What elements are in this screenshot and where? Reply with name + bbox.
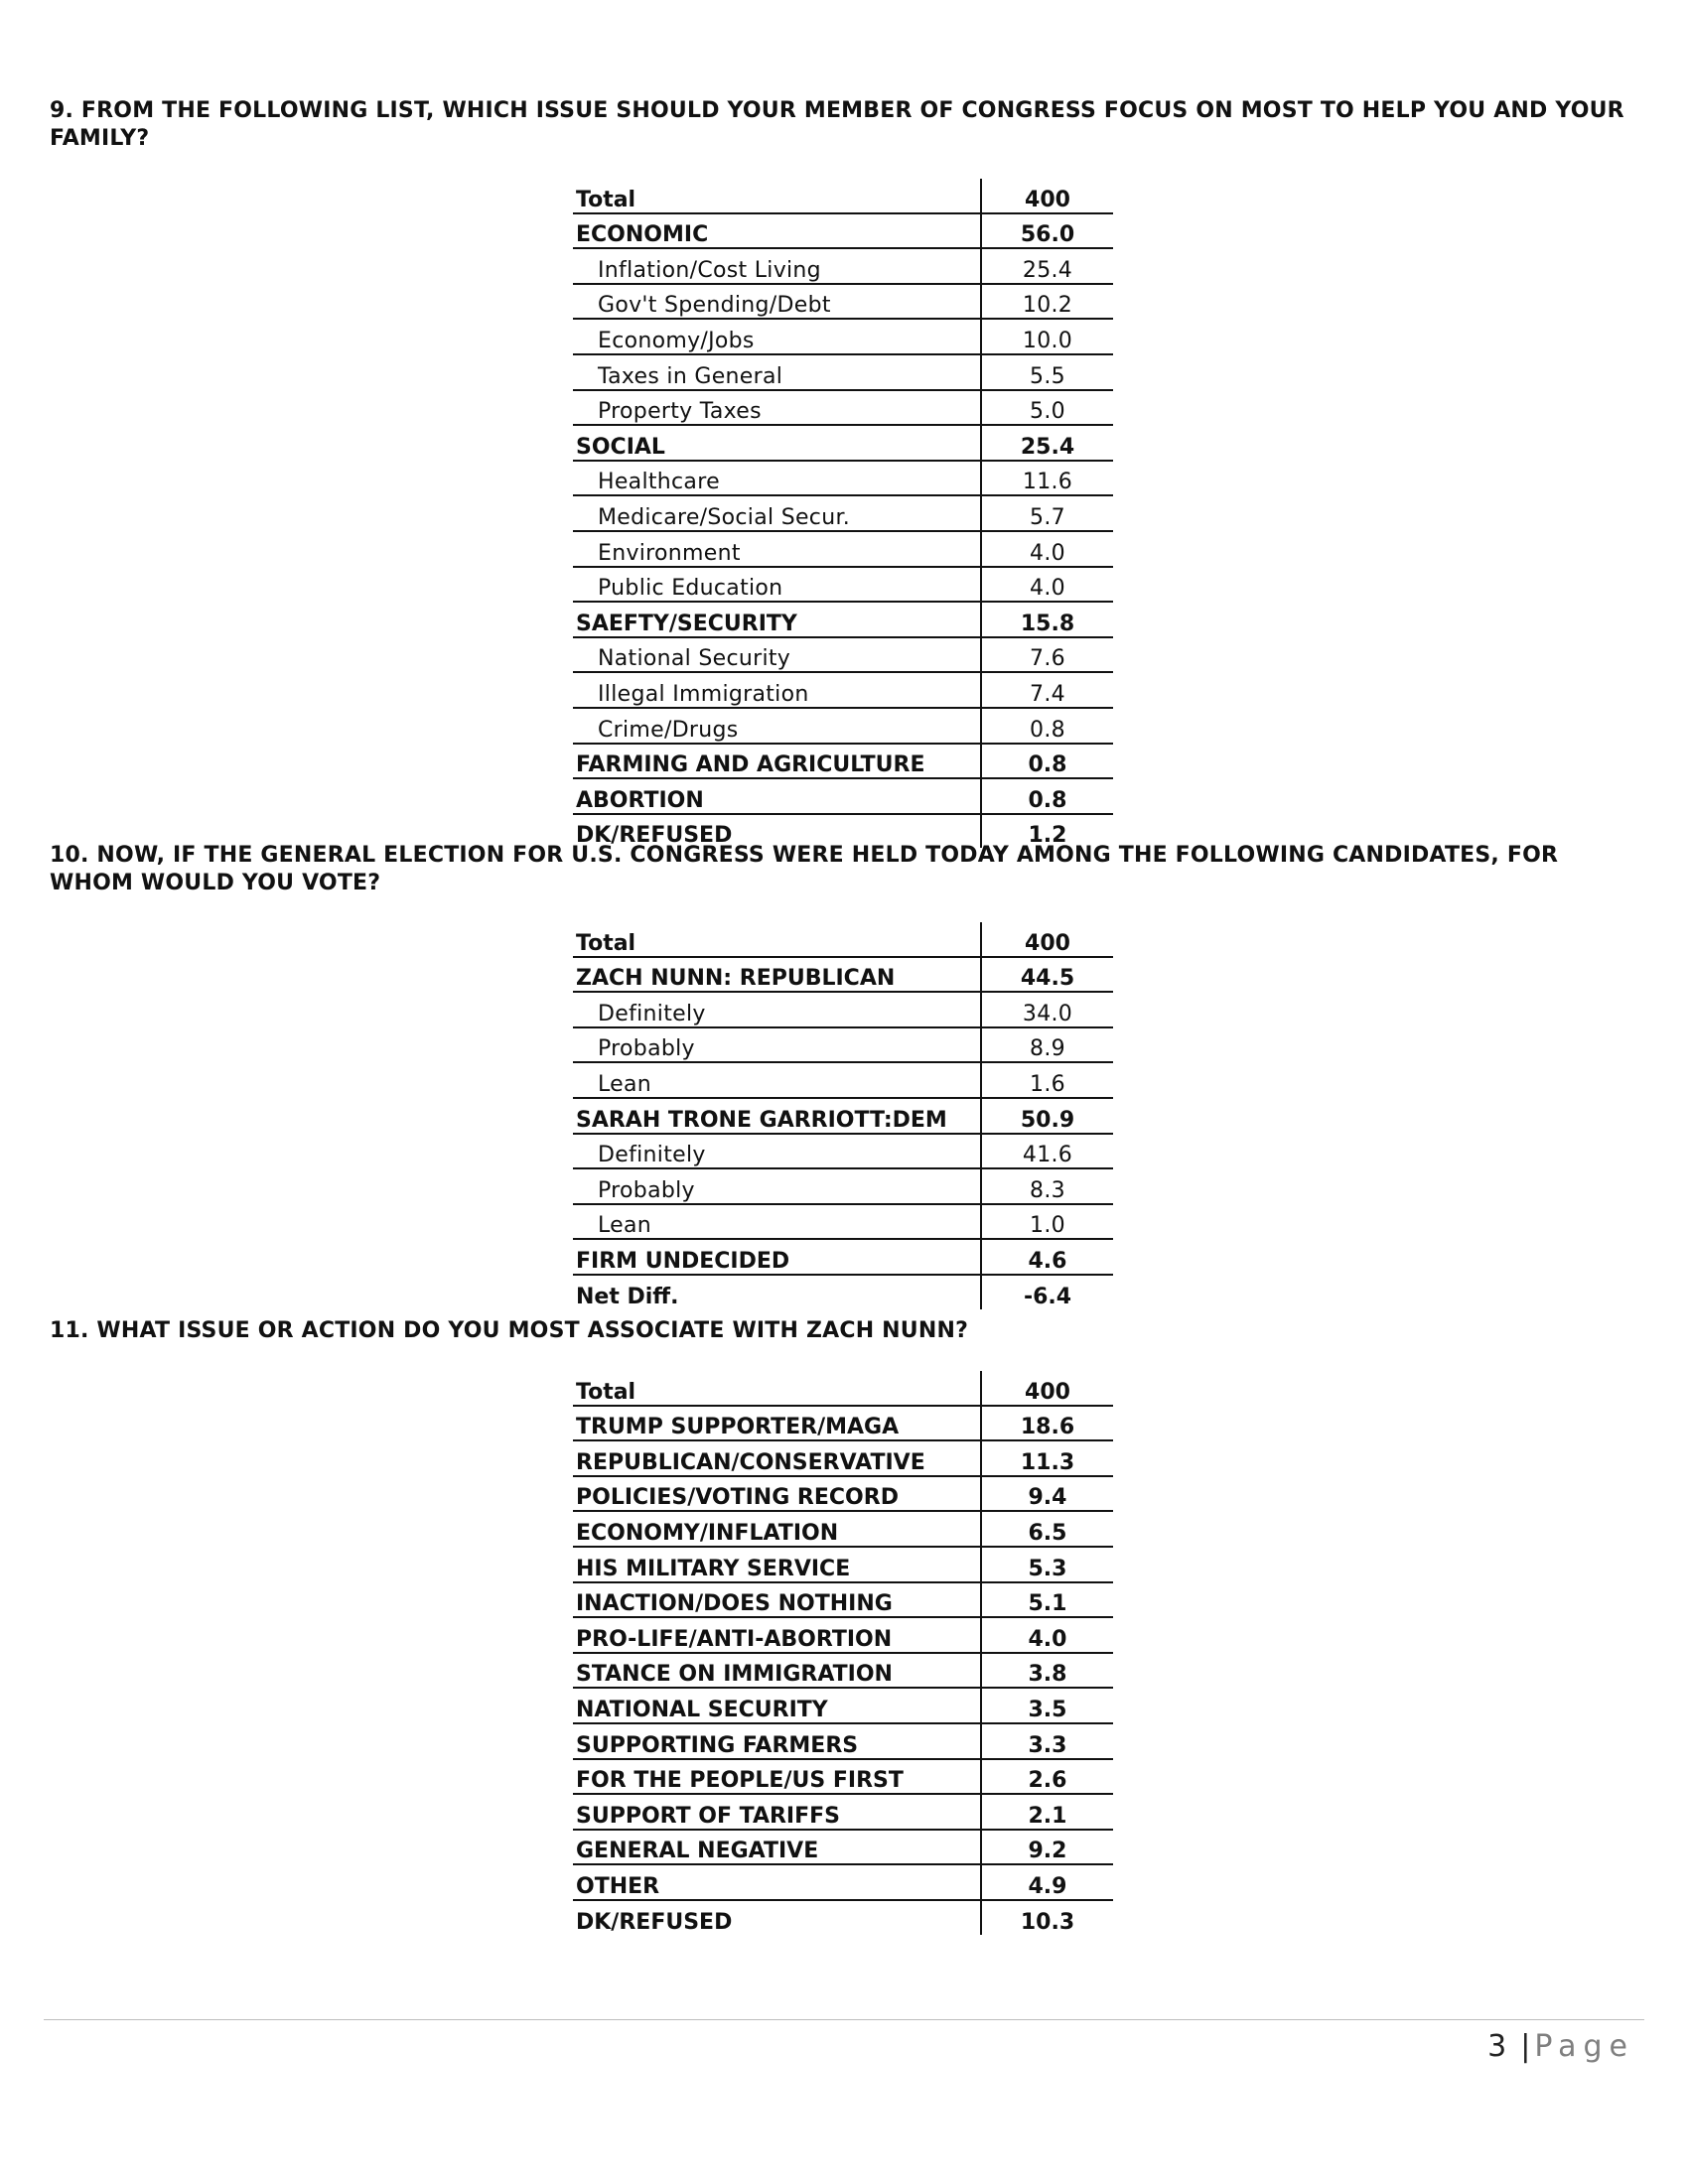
row-label: FARMING AND AGRICULTURE bbox=[573, 744, 981, 779]
row-value: 7.4 bbox=[981, 672, 1113, 708]
row-value: 5.7 bbox=[981, 495, 1113, 531]
table-subrow bbox=[573, 708, 1113, 744]
row-value: 0.8 bbox=[981, 708, 1113, 744]
row-value: 5.3 bbox=[981, 1547, 1113, 1582]
row-label: Definitely bbox=[573, 992, 981, 1027]
row-value: 5.0 bbox=[981, 390, 1113, 426]
table-row bbox=[573, 602, 1113, 637]
row-value: 4.0 bbox=[981, 567, 1113, 603]
row-label: Illegal Immigration bbox=[573, 672, 981, 708]
row-value: 10.2 bbox=[981, 284, 1113, 320]
row-value: 400 bbox=[981, 922, 1113, 957]
table-row bbox=[573, 1723, 1113, 1759]
table-row bbox=[573, 1239, 1113, 1275]
row-value: 18.6 bbox=[981, 1406, 1113, 1441]
table-subrow bbox=[573, 354, 1113, 390]
row-value: 34.0 bbox=[981, 992, 1113, 1027]
row-label: Probably bbox=[573, 1027, 981, 1063]
row-label: HIS MILITARY SERVICE bbox=[573, 1547, 981, 1582]
row-value: 2.6 bbox=[981, 1759, 1113, 1795]
row-label: National Security bbox=[573, 637, 981, 673]
table-row bbox=[573, 957, 1113, 993]
table-row bbox=[573, 1098, 1113, 1134]
row-label: Crime/Drugs bbox=[573, 708, 981, 744]
row-value: 0.8 bbox=[981, 778, 1113, 814]
table-subrow bbox=[573, 1027, 1113, 1063]
table-subrow bbox=[573, 1168, 1113, 1204]
table-row bbox=[573, 1759, 1113, 1795]
row-label: FIRM UNDECIDED bbox=[573, 1239, 981, 1275]
question-10-table bbox=[573, 922, 1113, 1309]
row-label: Economy/Jobs bbox=[573, 319, 981, 354]
row-value: 1.6 bbox=[981, 1062, 1113, 1098]
table-row bbox=[573, 1830, 1113, 1865]
row-value: 5.1 bbox=[981, 1582, 1113, 1618]
table-row bbox=[573, 213, 1113, 249]
table-subrow bbox=[573, 461, 1113, 496]
row-value: 4.0 bbox=[981, 1617, 1113, 1653]
row-value: 7.6 bbox=[981, 637, 1113, 673]
table-subrow bbox=[573, 567, 1113, 603]
table-row bbox=[573, 1476, 1113, 1512]
table-subrow bbox=[573, 1062, 1113, 1098]
table-row bbox=[573, 744, 1113, 779]
row-label: INACTION/DOES NOTHING bbox=[573, 1582, 981, 1618]
row-label: Taxes in General bbox=[573, 354, 981, 390]
row-label: ECONOMY/INFLATION bbox=[573, 1511, 981, 1547]
table-row bbox=[573, 1275, 1113, 1309]
question-10-title: 10. NOW, IF THE GENERAL ELECTION FOR U.S. CONGRESS WERE HELD TODAY AMONG THE FOLLOWING CANDIDATES, FOR WHOM WOULD YOU VOTE? bbox=[50, 843, 1559, 895]
table-row bbox=[573, 1440, 1113, 1476]
table-row bbox=[573, 1653, 1113, 1689]
table-row bbox=[573, 425, 1113, 461]
row-label: ABORTION bbox=[573, 778, 981, 814]
row-label: SUPPORT OF TARIFFS bbox=[573, 1794, 981, 1830]
row-label: DK/REFUSED bbox=[576, 823, 733, 849]
row-label: STANCE ON IMMIGRATION bbox=[573, 1653, 981, 1689]
row-label: SOCIAL bbox=[573, 425, 981, 461]
row-label: FOR THE PEOPLE/US FIRST bbox=[573, 1759, 981, 1795]
table-subrow bbox=[573, 284, 1113, 320]
row-value: -6.4 bbox=[981, 1275, 1113, 1309]
table-subrow bbox=[573, 248, 1113, 284]
row-label: REPUBLICAN/CONSERVATIVE bbox=[573, 1440, 981, 1476]
question-11-table bbox=[573, 1371, 1113, 1935]
row-value: 2.1 bbox=[981, 1794, 1113, 1830]
row-label: Healthcare bbox=[573, 461, 981, 496]
row-label: SAEFTY/SECURITY bbox=[573, 602, 981, 637]
question-9-title: 9. FROM THE FOLLOWING LIST, WHICH ISSUE SHOULD YOUR MEMBER OF CONGRESS FOCUS ON MOST TO HELP YOU AND YOUR FAMILY? bbox=[50, 98, 1624, 151]
table-subrow bbox=[573, 992, 1113, 1027]
table-subrow bbox=[573, 495, 1113, 531]
row-value: 6.5 bbox=[981, 1511, 1113, 1547]
row-value: 25.4 bbox=[981, 248, 1113, 284]
row-value: 400 bbox=[981, 179, 1113, 213]
row-label: SUPPORTING FARMERS bbox=[573, 1723, 981, 1759]
row-label: GENERAL NEGATIVE bbox=[573, 1830, 981, 1865]
row-value: 44.5 bbox=[981, 957, 1113, 993]
row-value: 11.3 bbox=[981, 1440, 1113, 1476]
row-value: 0.8 bbox=[981, 744, 1113, 779]
row-value: 11.6 bbox=[981, 461, 1113, 496]
table-row bbox=[573, 1582, 1113, 1618]
row-label: Total bbox=[573, 1371, 981, 1406]
row-value: 1.2 bbox=[981, 814, 1113, 849]
question-11-title: 11. WHAT ISSUE OR ACTION DO YOU MOST ASSOCIATE WITH ZACH NUNN? bbox=[50, 1318, 969, 1343]
table-subrow bbox=[573, 1204, 1113, 1240]
table-row bbox=[573, 1864, 1113, 1900]
row-label: Property Taxes bbox=[573, 390, 981, 426]
question-9-table bbox=[573, 179, 1113, 848]
table-total-row bbox=[573, 1371, 1113, 1406]
row-value: 4.0 bbox=[981, 531, 1113, 567]
row-label: Lean bbox=[573, 1204, 981, 1240]
row-value: 8.9 bbox=[981, 1027, 1113, 1063]
table-row bbox=[573, 1547, 1113, 1582]
table-row bbox=[573, 778, 1113, 814]
page-number: 3 bbox=[1487, 2029, 1507, 2064]
table-row bbox=[573, 1900, 1113, 1935]
row-label: ZACH NUNN: REPUBLICAN bbox=[573, 957, 981, 993]
row-value: 10.3 bbox=[981, 1900, 1113, 1935]
row-label: Definitely bbox=[573, 1134, 981, 1169]
row-value: 5.5 bbox=[981, 354, 1113, 390]
table-subrow bbox=[573, 672, 1113, 708]
table-total-row bbox=[573, 922, 1113, 957]
row-value: 50.9 bbox=[981, 1098, 1113, 1134]
row-value: 56.0 bbox=[981, 213, 1113, 249]
table-row bbox=[573, 1406, 1113, 1441]
row-label: Medicare/Social Secur. bbox=[573, 495, 981, 531]
row-value: 9.2 bbox=[981, 1830, 1113, 1865]
table-subrow bbox=[573, 319, 1113, 354]
row-label: SARAH TRONE GARRIOTT:DEM bbox=[573, 1098, 981, 1134]
page-separator: | bbox=[1520, 2029, 1531, 2064]
row-label: NATIONAL SECURITY bbox=[573, 1688, 981, 1723]
row-label: Environment bbox=[573, 531, 981, 567]
row-label: OTHER bbox=[573, 1864, 981, 1900]
row-value: 15.8 bbox=[981, 602, 1113, 637]
row-label: Total bbox=[573, 179, 981, 213]
row-label: DK/REFUSED bbox=[576, 1909, 733, 1935]
table-subrow bbox=[573, 390, 1113, 426]
table-row bbox=[573, 1794, 1113, 1830]
row-label: Public Education bbox=[573, 567, 981, 603]
row-label: Lean bbox=[573, 1062, 981, 1098]
row-label: Net Diff. bbox=[576, 1284, 679, 1309]
row-value: 25.4 bbox=[981, 425, 1113, 461]
row-value: 10.0 bbox=[981, 319, 1113, 354]
table-row bbox=[573, 1688, 1113, 1723]
table-total-row bbox=[573, 179, 1113, 213]
row-label: Inflation/Cost Living bbox=[573, 248, 981, 284]
row-value: 41.6 bbox=[981, 1134, 1113, 1169]
page-footer bbox=[1487, 2029, 1634, 2065]
row-value: 1.0 bbox=[981, 1204, 1113, 1240]
footer-divider bbox=[44, 2019, 1644, 2020]
row-value: 4.6 bbox=[981, 1239, 1113, 1275]
row-value: 9.4 bbox=[981, 1476, 1113, 1512]
table-subrow bbox=[573, 531, 1113, 567]
table-row bbox=[573, 1617, 1113, 1653]
row-value: 3.3 bbox=[981, 1723, 1113, 1759]
table-row bbox=[573, 1511, 1113, 1547]
table-subrow bbox=[573, 637, 1113, 673]
page-label: Page bbox=[1534, 2029, 1634, 2064]
row-label: POLICIES/VOTING RECORD bbox=[573, 1476, 981, 1512]
row-value: 4.9 bbox=[981, 1864, 1113, 1900]
row-label: TRUMP SUPPORTER/MAGA bbox=[573, 1406, 981, 1441]
row-value: 400 bbox=[981, 1371, 1113, 1406]
row-label: Gov't Spending/Debt bbox=[573, 284, 981, 320]
row-value: 3.8 bbox=[981, 1653, 1113, 1689]
table-subrow bbox=[573, 1134, 1113, 1169]
row-label: Total bbox=[573, 922, 981, 957]
row-label: PRO-LIFE/ANTI-ABORTION bbox=[573, 1617, 981, 1653]
row-label: Probably bbox=[573, 1168, 981, 1204]
row-label: ECONOMIC bbox=[573, 213, 981, 249]
row-value: 8.3 bbox=[981, 1168, 1113, 1204]
row-value: 3.5 bbox=[981, 1688, 1113, 1723]
